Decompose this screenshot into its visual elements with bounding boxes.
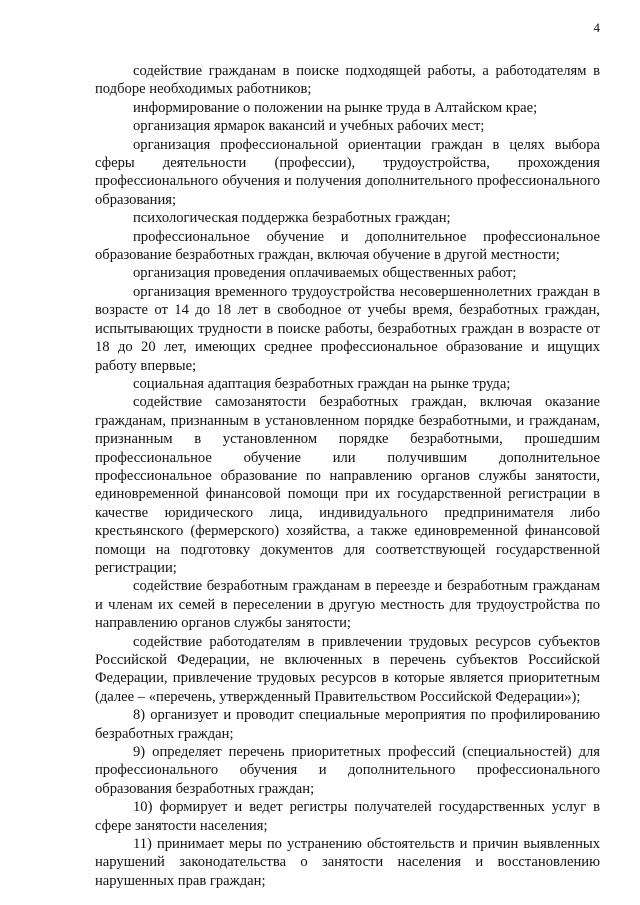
paragraph: информирование о положении на рынке труда в Алтайском крае; [133, 99, 538, 116]
paragraph: 8) организует и проводит специальные мероприятия по профилированию безработных граждан; [95, 707, 600, 742]
paragraph: социальная адаптация безработных граждан на рынке труда; [133, 375, 511, 392]
paragraph: организация профессиональной ориентации граждан в целях выбора сферы деятельности (профессии), трудоустройства, прохождения профессионального обучения и получения дополнительного профессионального образования; [95, 136, 600, 208]
paragraph: 10) формирует и ведет регистры получателей государственных услуг в сфере занятости населения; [95, 799, 600, 834]
paragraph: организация ярмарок вакансий и учебных рабочих мест; [133, 118, 485, 135]
paragraph: психологическая поддержка безработных граждан; [133, 210, 451, 227]
page-number: 4 [593, 20, 600, 35]
paragraph: содействие гражданам в поиске подходящей работы, а работодателям в подборе необходимых работников; [95, 63, 600, 98]
paragraph: 9) определяет перечень приоритетных профессий (специальностей) для профессионального обучения и дополнительного профессионального образования безработных граждан; [95, 744, 600, 797]
document-body [95, 62, 600, 890]
paragraph: 11) принимает меры по устранению обстоятельств и причин выявленных нарушений законодательства о занятости населения и восстановлению нарушенных прав граждан; [95, 836, 600, 889]
paragraph: профессиональное обучение и дополнительное профессиональное образование безработных граждан, включая обучение в другой местности; [95, 228, 600, 264]
paragraph: содействие самозанятости безработных граждан, включая оказание гражданам, признанным в установленном порядке безработными, и гражданам, признанным в установленном порядке безработными, прошедшим профессиональное обучение или получившим дополнительное профессиональное образование по направлению органов службы занятости, единовременной финансовой помощи при их государственной регистрации в качестве юридического лица, индивидуального предпринимателя либо крестьянского (фермерского) хозяйства, а также единовременной финансовой помощи на подготовку документов для соответствующей государственной регистрации; [95, 394, 600, 576]
paragraph: содействие безработным гражданам в переезде и безработным гражданам и членам их семей в переселении в другую местность для трудоустройства по направлению органов службы занятости; [95, 578, 600, 632]
paragraph: организация проведения оплачиваемых общественных работ; [133, 265, 517, 282]
paragraph: организация временного трудоустройства несовершеннолетних граждан в возрасте от 14 до 18 лет в свободное от учебы время, безработных граждан, испытывающих трудности в поиске работы, безработных граждан в возрасте от 18 до 20 лет, имеющих среднее профессиональное образование и ищущих работу впервые; [95, 283, 600, 374]
paragraph: содействие работодателям в привлечении трудовых ресурсов субъектов Российской Федерации, не включенных в перечень субъектов Российской Федерации, привлечение трудовых ресурсов в которые является приоритетным (далее – «перечень, утвержденный Правительством Российской Федерации»); [95, 633, 600, 705]
